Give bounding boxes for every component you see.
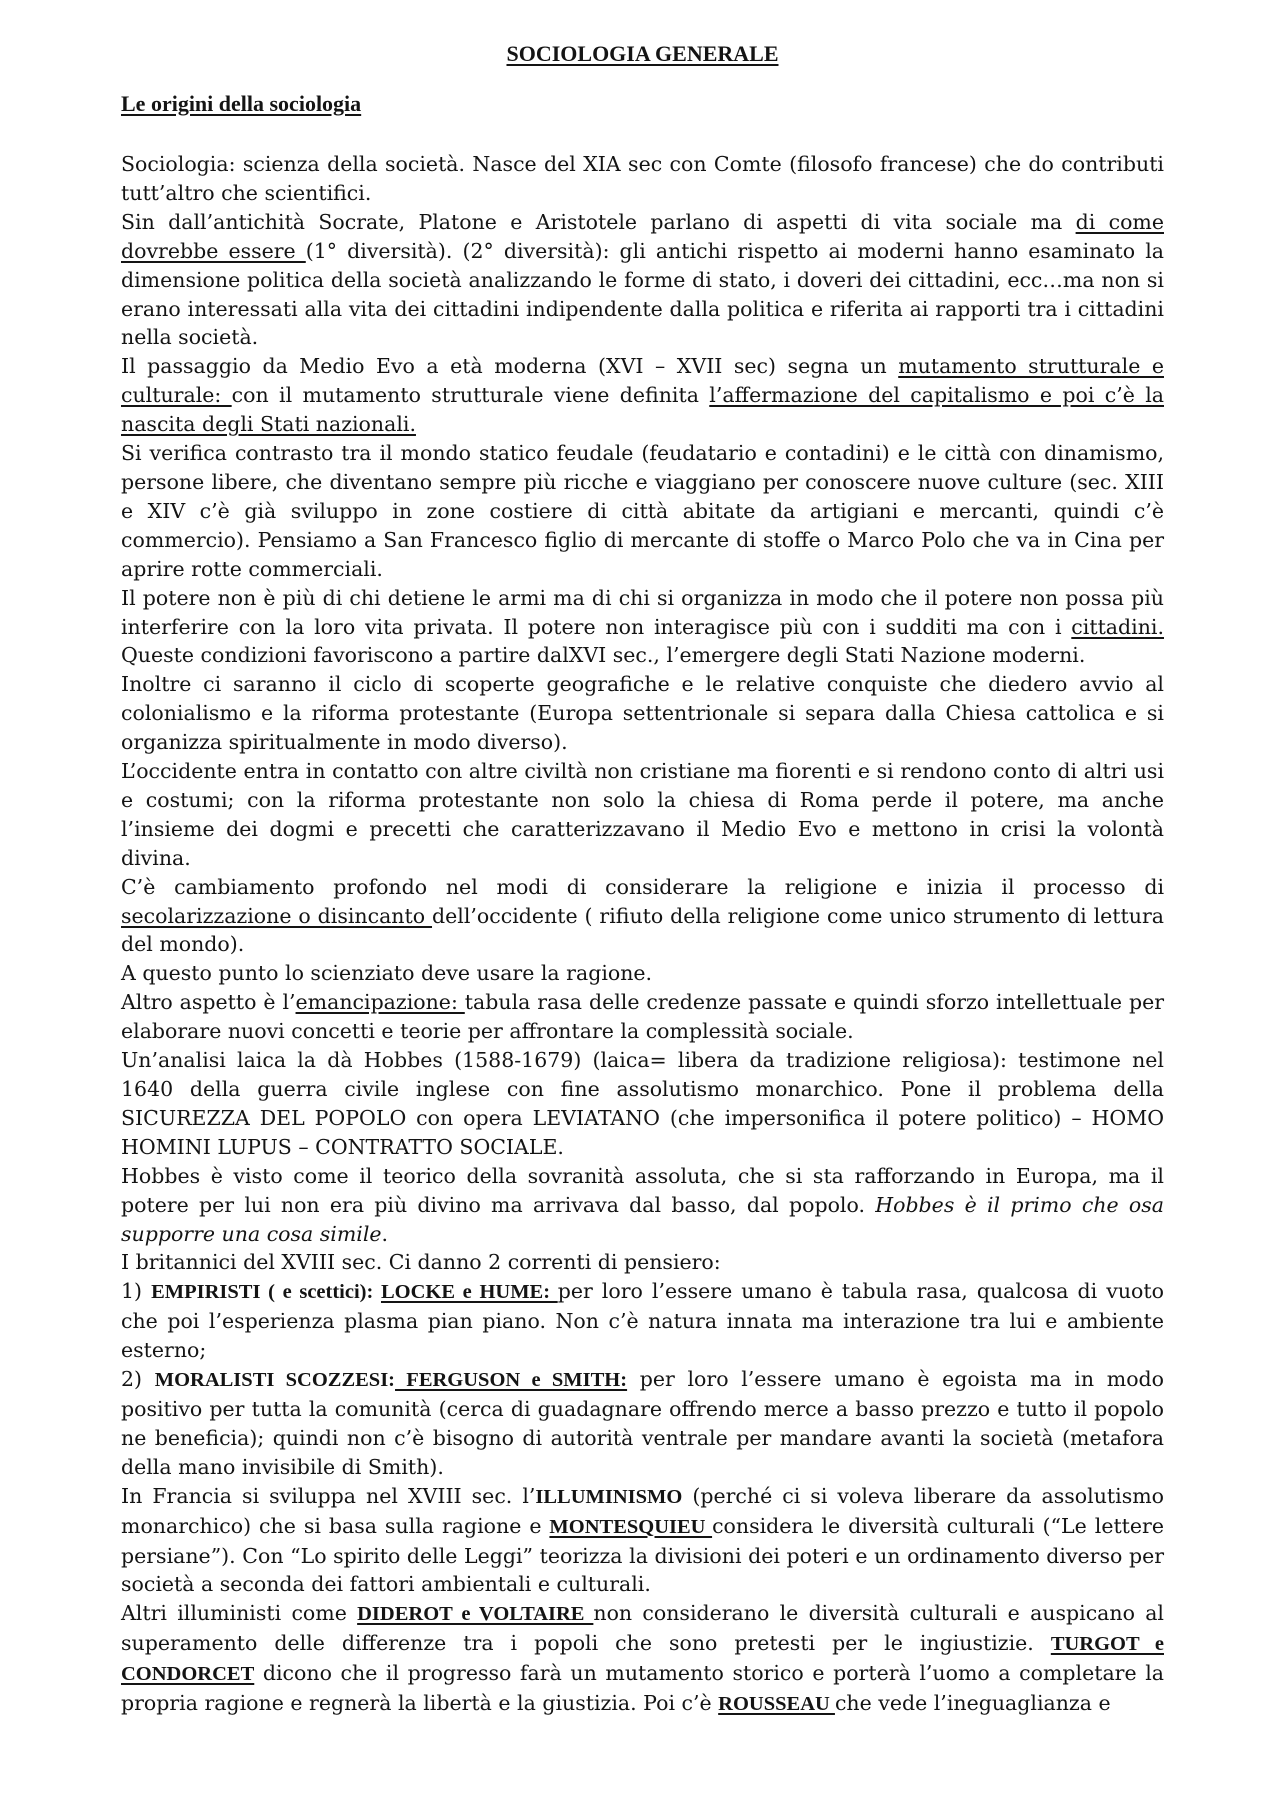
text-run: 1): [121, 1279, 152, 1304]
text-run: Il potere non è più di chi detiene le armi ma di chi si organizza in modo che il potere non possa più interferire con la loro vita privata. Il potere non interagisce più con i sudditi ma con i: [121, 585, 1164, 639]
paragraph: [121, 1277, 1164, 1365]
text-run: con il mutamento strutturale viene definita: [231, 383, 710, 408]
underlined-text: DIDEROT e VOLTAIRE: [357, 1603, 594, 1626]
text-run: Si verifica contrasto tra il mondo statico feudale (feudatario e contadini) e le città con dinamismo, persone libere, che diventano sempre più ricche e viaggiano per conoscere nuove culture (sec. XIII e XIV c’è già sviluppo in zone costiere di città abitate da artigiani e mercanti, quindi c’è commercio). Pensiamo a San Francesco figlio di mercante di stoffe o Marco Polo che va in Cina per aprire rotte commerciali.: [121, 441, 1164, 581]
text-run: Queste condizioni favoriscono a partire dalXVI sec., l’emergere degli Stati Nazione moderni.: [121, 643, 1086, 668]
text-run: C’è cambiamento profondo nel modi di considerare la religione e inizia il processo di: [121, 874, 1164, 899]
text-run: Un’analisi laica la dà Hobbes (1588-1679) (laica= libera da tradizione religiosa): testimone nel 1640 della guerra civile inglese con fine assolutismo monarchico. Pone il problema della SICUREZZA DEL POPOLO con opera LEVIATANO (che impersonifica il potere politico) – HOMO HOMINI LUPUS – CONTRATTO SOCIALE.: [121, 1048, 1164, 1159]
paragraph: [121, 150, 1164, 208]
text-run: 2): [121, 1367, 155, 1392]
underlined-text: MONTESQUIEU: [549, 1515, 713, 1538]
document-title: SOCIOLOGIA GENERALE: [506, 41, 779, 66]
text-run: A questo punto lo scienziato deve usare la ragione.: [121, 961, 653, 986]
text-run: Inoltre ci saranno il ciclo di scoperte geografiche e le relative conquiste che diedero avvio al colonialismo e la riforma protestante (Europa settentrionale si separa dalla Chiesa cattolica e si organizza spiritualmente in modo diverso).: [121, 672, 1164, 755]
underlined-text: LOCKE e HUME:: [380, 1281, 558, 1304]
paragraph: [121, 439, 1164, 584]
paragraph: [121, 1162, 1164, 1249]
paragraph: [121, 1365, 1164, 1482]
text-run: L’occidente entra in contatto con altre civiltà non cristiane ma fiorenti e si rendono conto di altri usi e costumi; con la riforma protestante non solo la chiesa di Roma perde il potere, ma anche l’insieme dei dogmi e precetti che caratterizzavano il Medio Evo e mettono in crisi la volontà divina.: [121, 759, 1164, 870]
underlined-text: ROUSSEAU: [718, 1693, 835, 1716]
underlined-text: cittadini.: [1071, 614, 1164, 639]
paragraph: [121, 757, 1164, 873]
underlined-text: TURGOT e CONDORCET: [121, 1633, 1164, 1686]
text-run: Il passaggio da Medio Evo a età moderna (XVI – XVII sec) segna un: [121, 354, 899, 379]
underlined-text: l’affermazione del capitalismo e poi c’è la nascita degli Stati nazionali.: [121, 383, 1164, 437]
paragraph: [121, 959, 1164, 988]
text-run: per loro l’essere umano è tabula rasa, qualcosa di vuoto che poi l’esperienza plasma pian piano. Non c’è natura innata ma interazione tra lui e ambiente esterno;: [121, 1279, 1164, 1363]
text-run: Altri illuministi come: [121, 1601, 358, 1626]
underlined-text: di come dovrebbe essere: [121, 209, 1164, 263]
paragraph: [121, 208, 1164, 353]
text-run: Sociologia: scienza della società. Nasce del XIA sec con Comte (filosofo francese) che do contributi tutt’altro che scientifici.: [121, 152, 1164, 205]
paragraph: [121, 1046, 1164, 1162]
underlined-text: secolarizzazione o disincanto: [121, 903, 433, 928]
italic-text: Hobbes è il primo che osa supporre una cosa simile: [121, 1192, 1164, 1246]
text-run: che vede l’ineguaglianza e: [834, 1691, 1111, 1716]
text-run: dell’occidente ( rifiuto della religione come unico strumento di lettura del mondo).: [121, 903, 1164, 957]
paragraph: [121, 670, 1164, 757]
paragraph: [121, 1248, 1164, 1277]
text-run: Hobbes è visto come il teorico della sovranità assoluta, che si sta rafforzando in Europa, ma il potere per lui non era più divino ma arrivava dal basso, dal popolo.: [121, 1163, 1164, 1217]
text-run: I britannici del XVIII sec. Ci danno 2 correnti di pensiero:: [121, 1250, 721, 1275]
underlined-text: FERGUSON e SMITH:: [395, 1369, 628, 1392]
document-body: [121, 150, 1164, 1719]
text-run: considera le diversità culturali (“Le lettere persiane”). Con “Lo spirito delle Leggi” teorizza la divisioni dei poteri e un ordinamento diverso per società a seconda dei fattori ambientali e culturali.: [121, 1513, 1164, 1597]
text-run: dicono che il progresso farà un mutamento storico e porterà l’uomo a completare la propria ragione e regnerà la libertà e la giustizia. Poi c’è: [121, 1661, 1164, 1716]
text-run: Sin dall’antichità Socrate, Platone e Aristotele parlano di aspetti di vita sociale ma: [121, 209, 1076, 234]
document-page: [121, 38, 1164, 1719]
paragraph: [121, 1482, 1164, 1600]
paragraph: [121, 352, 1164, 439]
text-run: per loro l’essere umano è egoista ma in modo positivo per tutta la comunità (cerca di guadagnare offrendo merce a basso prezzo e tutto il popolo ne beneficia); quindi non c’è bisogno di autorità ventrale per mandare avanti la società (metafora della mano invisibile di Smith).: [121, 1367, 1164, 1479]
text-run: tabula rasa delle credenze passate e quindi sforzo intellettuale per elaborare nuovi concetti e teorie per affrontare la complessità sociale.: [121, 990, 1164, 1044]
text-run: (perché ci si voleva liberare da assolutismo monarchico) che si basa sulla ragione e: [121, 1483, 1164, 1538]
bold-text: ILLUMINISMO: [535, 1485, 683, 1508]
bold-text: MORALISTI SCOZZESI:: [154, 1369, 396, 1392]
text-run: In Francia si sviluppa nel XVIII sec. l’: [121, 1483, 536, 1508]
section-title: Le origini della sociologia: [121, 91, 362, 116]
text-run: (1° diversità). (2° diversità): gli antichi rispetto ai moderni hanno esaminato la dimensione politica della società analizzando le forme di stato, i doveri dei cittadini, ecc…ma non si erano interessati alla vita dei cittadini indipendente dalla politica e riferita ai rapporti tra i cittadini nella società.: [121, 238, 1164, 350]
bold-text: EMPIRISTI ( e scettici):: [151, 1281, 381, 1304]
text-run: .: [381, 1221, 389, 1246]
underlined-text: mutamento strutturale e culturale:: [121, 354, 1164, 408]
text-run: Altro aspetto è l’: [121, 990, 296, 1015]
paragraph: [121, 584, 1164, 671]
text-run: non considerano le diversità culturali e auspicano al superamento delle differenze tra i popoli che sono pretesti per le ingiustizie.: [121, 1601, 1164, 1656]
paragraph: [121, 873, 1164, 960]
paragraph: [121, 1599, 1164, 1719]
paragraph: [121, 988, 1164, 1046]
underlined-text: emancipazione:: [295, 990, 465, 1015]
